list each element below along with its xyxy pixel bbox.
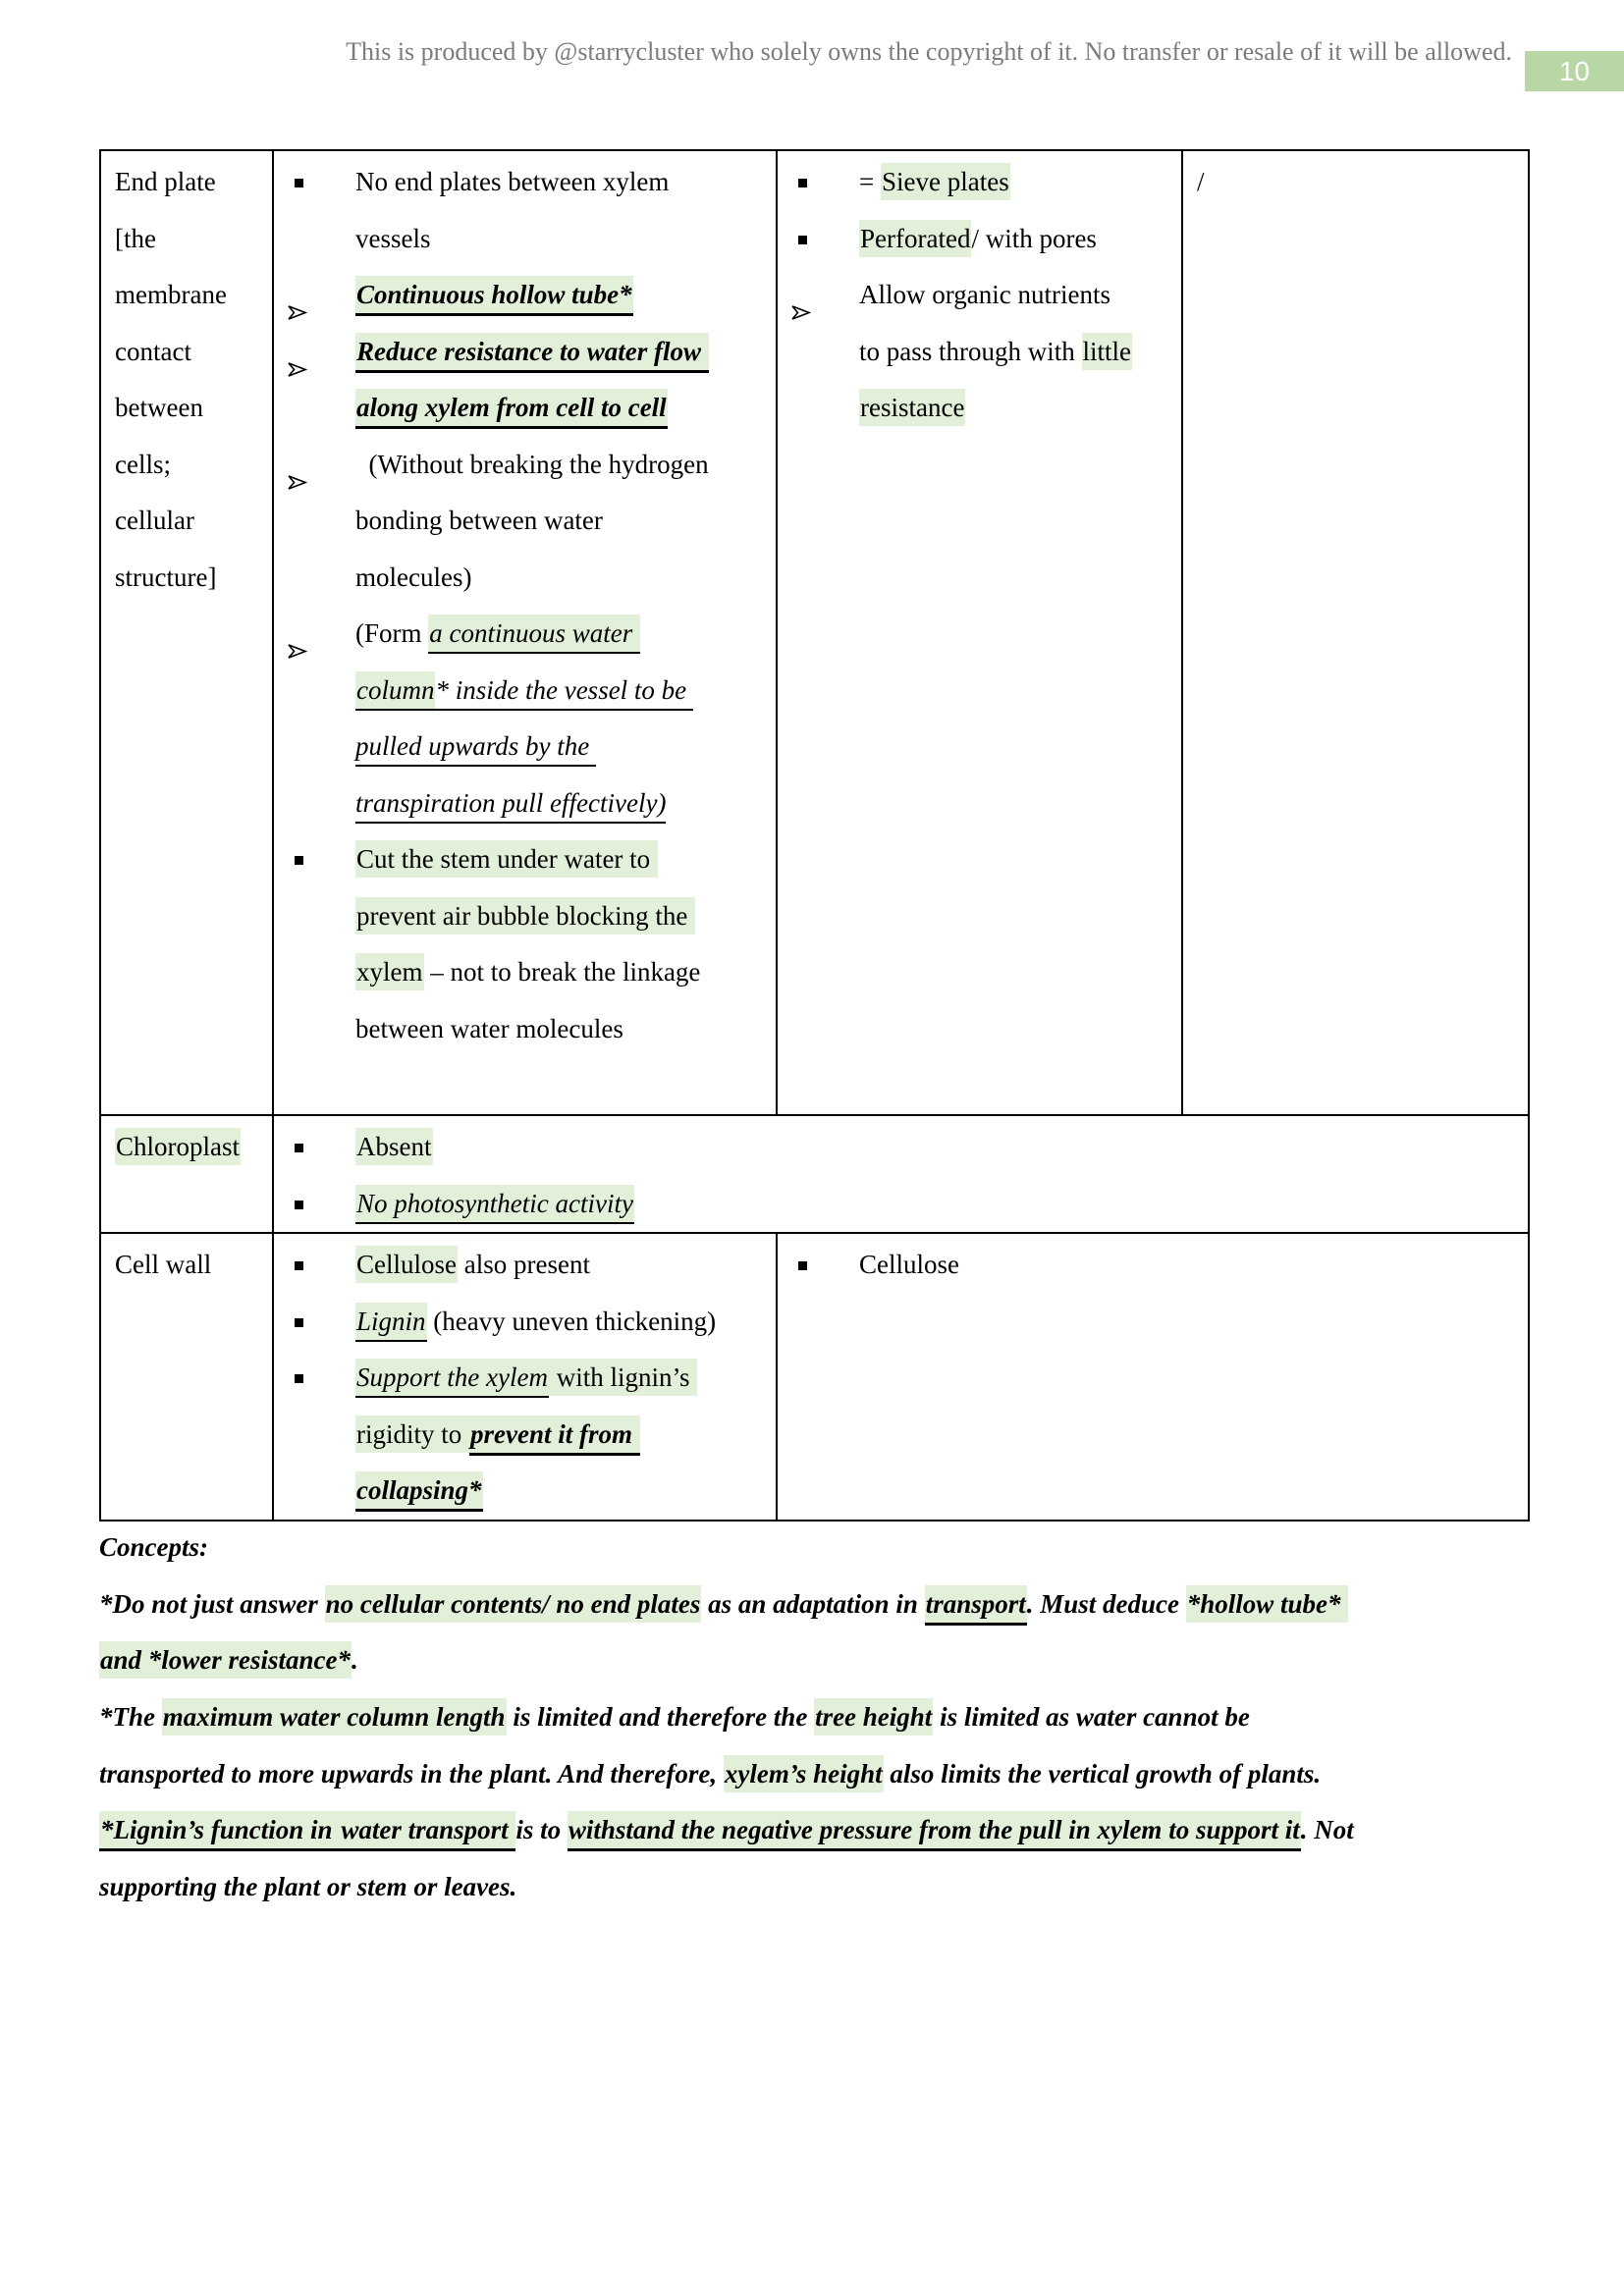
table-row-chloroplast — [100, 1115, 1529, 1233]
text-line — [274, 1237, 776, 1294]
text-line — [99, 1632, 1533, 1689]
text-line — [101, 1119, 272, 1176]
text-segment: cells; — [115, 449, 171, 479]
text-line — [778, 211, 1181, 268]
text-segment: maximum water column length — [162, 1698, 507, 1735]
cell-chloroplast-content — [273, 1115, 1529, 1233]
text-line — [274, 550, 776, 607]
text-line — [274, 1176, 1528, 1233]
text-line — [274, 719, 776, 775]
text-segment: column — [355, 671, 435, 711]
text-line — [99, 1746, 1533, 1803]
text-segment: / with pores — [971, 223, 1097, 253]
text-line — [101, 380, 272, 437]
text-segment: prevent it from — [469, 1415, 640, 1456]
text-segment: little — [1082, 333, 1133, 370]
text-line — [274, 1119, 1528, 1176]
text-segment: is limited and therefore the — [506, 1702, 815, 1733]
text-segment: withstand the negative pressure from the pull in xylem to support it — [568, 1811, 1301, 1851]
cell-end-plate-xylem — [273, 150, 777, 1115]
text-segment: xylem — [355, 953, 424, 990]
text-segment: molecules) — [355, 561, 472, 592]
square-bullet-icon — [798, 236, 807, 244]
text-segment: transpiration pull effectively) — [355, 788, 666, 824]
square-bullet-icon — [295, 1261, 303, 1270]
text-segment: No photosynthetic activity — [355, 1185, 634, 1224]
text-segment: between — [115, 393, 203, 422]
text-segment: Allow organic nutrients — [859, 280, 1110, 309]
table-row-end-plate — [100, 150, 1529, 1115]
arrowhead-bullet-icon — [287, 623, 307, 640]
text-line — [101, 1237, 272, 1294]
text-segment: *Do not just answer — [99, 1588, 325, 1619]
text-line — [101, 493, 272, 550]
text-segment: Continuous hollow tube* — [355, 276, 633, 316]
text-segment: as an adaptation in — [701, 1588, 925, 1619]
text-line — [101, 550, 272, 607]
text-segment: . — [352, 1645, 358, 1676]
arrowhead-bullet-icon — [287, 454, 307, 471]
text-segment: structure] — [115, 561, 217, 592]
concepts-section — [99, 1520, 1533, 1916]
text-line — [274, 606, 776, 663]
cell-chloroplast-label — [100, 1115, 273, 1233]
text-segment: Cellulose — [355, 1246, 458, 1283]
text-line — [99, 1859, 1533, 1916]
cell-cell-wall-phloem — [777, 1233, 1529, 1521]
text-line — [778, 1237, 1528, 1294]
text-segment: *The — [99, 1702, 162, 1733]
text-line — [274, 831, 776, 888]
text-segment: pulled upwards by the — [355, 731, 596, 767]
text-line — [101, 437, 272, 494]
text-segment: / — [1197, 167, 1205, 196]
text-line — [274, 1294, 776, 1351]
square-bullet-icon — [295, 1144, 303, 1152]
text-line — [99, 1520, 1533, 1576]
copyright-header: This is produced by @starrycluster who solely owns the copyright of it. No transfer or resale of it will be allowed. — [346, 37, 1512, 66]
text-segment: bonding between water — [355, 506, 603, 535]
text-segment: . Must deduce — [1026, 1588, 1186, 1619]
text-segment: also limits the vertical growth of plants. — [883, 1758, 1322, 1789]
cell-end-plate-phloem — [777, 150, 1182, 1115]
text-segment: *Lignin’s function in — [99, 1811, 340, 1851]
text-segment: transport — [925, 1585, 1027, 1626]
text-line — [778, 154, 1181, 211]
text-segment: supporting the plant or stem or leaves. — [99, 1872, 517, 1902]
text-segment: xylem’s height — [724, 1755, 884, 1792]
text-segment: Support the xylem — [355, 1359, 549, 1398]
text-segment: also present — [458, 1250, 590, 1279]
text-line — [778, 267, 1181, 324]
text-line — [778, 324, 1181, 381]
text-line — [274, 324, 776, 381]
text-segment: *hollow tube* — [1186, 1585, 1349, 1623]
text-line — [778, 380, 1181, 437]
text-segment: tree height — [814, 1698, 933, 1735]
text-segment: (heavy uneven thickening) — [426, 1306, 717, 1336]
text-line — [274, 1407, 776, 1464]
square-bullet-icon — [295, 856, 303, 865]
text-segment: rigidity to — [355, 1415, 469, 1453]
text-segment: [the — [115, 223, 156, 253]
table-row-cell-wall — [100, 1233, 1529, 1521]
text-segment: Chloroplast — [115, 1128, 241, 1165]
text-line — [101, 324, 272, 381]
square-bullet-icon — [798, 1261, 807, 1270]
text-segment: Cell wall — [115, 1250, 212, 1279]
text-line — [274, 154, 776, 211]
text-segment: collapsing* — [355, 1471, 483, 1512]
text-line — [274, 944, 776, 1001]
text-line — [274, 1001, 776, 1058]
text-line — [274, 437, 776, 494]
text-line — [99, 1802, 1533, 1859]
text-segment: is to — [515, 1815, 568, 1845]
text-segment: along xylem from cell to cell — [355, 389, 668, 429]
text-line — [274, 1463, 776, 1520]
text-segment: End plate — [115, 167, 216, 196]
text-line — [274, 775, 776, 832]
text-segment: * inside the vessel to be — [435, 675, 692, 711]
text-segment: vessels — [355, 223, 431, 253]
text-line — [274, 211, 776, 268]
text-line — [99, 1576, 1533, 1633]
text-segment: (Without breaking the hydrogen — [355, 449, 709, 479]
text-line — [274, 493, 776, 550]
text-segment: and *lower resistance* — [99, 1641, 352, 1679]
text-line — [274, 663, 776, 720]
text-line — [101, 154, 272, 211]
text-segment: No end plates between xylem — [355, 167, 670, 196]
text-segment: Cellulose — [859, 1250, 959, 1279]
text-segment: – not to break the linkage — [423, 957, 701, 987]
cell-cell-wall-label — [100, 1233, 273, 1521]
text-line — [101, 267, 272, 324]
square-bullet-icon — [295, 1374, 303, 1383]
text-segment: no cellular contents/ no end plates — [325, 1585, 702, 1623]
text-line — [1183, 154, 1528, 211]
text-line — [274, 267, 776, 324]
text-line — [274, 888, 776, 945]
cell-end-plate-label — [100, 150, 273, 1115]
square-bullet-icon — [295, 1318, 303, 1327]
text-line — [274, 1350, 776, 1407]
arrowhead-bullet-icon — [790, 285, 811, 301]
text-segment: a continuous water — [428, 614, 640, 654]
cell-cell-wall-xylem — [273, 1233, 777, 1521]
text-line — [274, 380, 776, 437]
text-segment: between water molecules — [355, 1013, 623, 1043]
text-segment: (Form — [355, 618, 429, 648]
text-segment: . Not — [1300, 1815, 1354, 1845]
text-segment: water transport — [340, 1811, 515, 1851]
square-bullet-icon — [295, 179, 303, 187]
cell-end-plate-note — [1182, 150, 1529, 1115]
text-segment: Perforated — [859, 220, 971, 257]
text-segment: Cut the stem under water to — [355, 840, 658, 878]
page-number-badge: 10 — [1525, 51, 1624, 91]
comparison-table — [99, 149, 1530, 1522]
text-segment: resistance — [859, 389, 965, 426]
square-bullet-icon — [295, 1201, 303, 1209]
text-segment: Absent — [355, 1128, 433, 1165]
text-segment: cellular — [115, 506, 194, 535]
text-segment: to pass through with — [859, 336, 1082, 366]
text-segment: contact — [115, 336, 191, 366]
text-segment: = — [859, 167, 881, 196]
text-segment: Concepts: — [99, 1532, 208, 1562]
text-line — [99, 1689, 1533, 1746]
text-segment: transported to more upwards in the plant. And therefore, — [99, 1758, 724, 1789]
text-segment: is limited as water cannot be — [933, 1702, 1250, 1733]
arrowhead-bullet-icon — [287, 285, 307, 301]
square-bullet-icon — [798, 179, 807, 187]
text-line — [101, 211, 272, 268]
arrowhead-bullet-icon — [287, 342, 307, 358]
text-segment: membrane — [115, 280, 227, 309]
text-segment: with lignin’s — [549, 1359, 697, 1396]
text-segment: Sieve plates — [881, 163, 1010, 200]
text-segment: Lignin — [355, 1303, 427, 1342]
text-segment: prevent air bubble blocking the — [355, 897, 695, 934]
text-segment: Reduce resistance to water flow — [355, 333, 709, 373]
